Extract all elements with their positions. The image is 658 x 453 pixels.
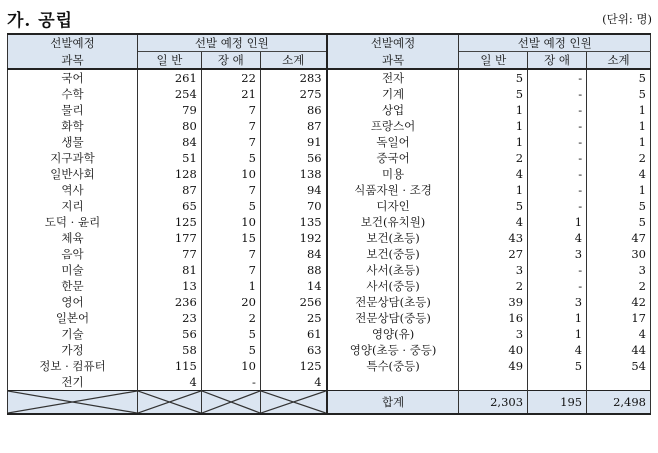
disabled-cell: 5 <box>528 358 587 374</box>
disabled-cell: 20 <box>201 294 260 310</box>
subject-cell: 가정 <box>8 342 138 358</box>
subtotal-cell: 1 <box>587 134 651 150</box>
subject-cell: 도덕 · 윤리 <box>8 214 138 230</box>
general-cell: 81 <box>138 262 202 278</box>
disabled-cell: - <box>528 102 587 118</box>
general-cell: 49 <box>459 358 528 374</box>
disabled-cell: 7 <box>201 134 260 150</box>
subject-cell: 체육 <box>8 230 138 246</box>
total-label: 합계 <box>327 391 459 415</box>
disabled-cell: - <box>201 374 260 391</box>
col-general-left: 일 반 <box>138 52 202 70</box>
subtotal-cell: 14 <box>260 278 326 294</box>
general-cell: 77 <box>138 246 202 262</box>
general-cell: 65 <box>138 198 202 214</box>
subject-cell: 한문 <box>8 278 138 294</box>
general-cell: 51 <box>138 150 202 166</box>
unit-label: (단위: 명) <box>602 12 652 26</box>
general-cell: 5 <box>459 86 528 102</box>
general-cell: 1 <box>459 102 528 118</box>
subject-cell: 전기 <box>8 374 138 391</box>
subtotal-cell: 30 <box>587 246 651 262</box>
disabled-cell: 5 <box>201 342 260 358</box>
table-row <box>8 342 651 358</box>
subject-cell <box>327 374 459 391</box>
general-cell: 4 <box>459 214 528 230</box>
col-group-left: 선발 예정 인원 <box>138 34 327 52</box>
disabled-cell: 10 <box>201 166 260 182</box>
disabled-cell: 5 <box>201 326 260 342</box>
subject-cell: 지구과학 <box>8 150 138 166</box>
col-group-right: 선발 예정 인원 <box>459 34 651 52</box>
subtotal-cell: 1 <box>587 182 651 198</box>
col-subtotal-right: 소계 <box>587 52 651 70</box>
table-row <box>8 326 651 342</box>
general-cell: 3 <box>459 262 528 278</box>
general-cell: 39 <box>459 294 528 310</box>
disabled-cell: - <box>528 118 587 134</box>
table-row <box>8 166 651 182</box>
general-cell: 4 <box>459 166 528 182</box>
subtotal-cell: 138 <box>260 166 326 182</box>
table-row <box>8 118 651 134</box>
general-cell: 5 <box>459 69 528 86</box>
hatched-cell <box>138 391 202 415</box>
subject-cell: 전문상담(초등) <box>327 294 459 310</box>
general-cell: 2 <box>459 278 528 294</box>
hatched-cell <box>201 391 260 415</box>
section-title: 가. 공립 <box>7 11 74 31</box>
subtotal-cell: 3 <box>587 262 651 278</box>
subject-cell: 보건(초등) <box>327 230 459 246</box>
general-cell: 1 <box>459 118 528 134</box>
subject-cell: 사서(초등) <box>327 262 459 278</box>
general-cell: 128 <box>138 166 202 182</box>
cross-hatch-icon <box>8 391 137 413</box>
general-cell <box>459 374 528 391</box>
table-row <box>8 310 651 326</box>
general-cell: 1 <box>459 182 528 198</box>
subject-cell: 음악 <box>8 246 138 262</box>
general-cell: 79 <box>138 102 202 118</box>
hatched-cell <box>260 391 326 415</box>
disabled-cell: - <box>528 262 587 278</box>
general-cell: 4 <box>138 374 202 391</box>
table-row <box>8 134 651 150</box>
disabled-cell: 10 <box>201 358 260 374</box>
table-row <box>8 182 651 198</box>
subject-cell: 상업 <box>327 102 459 118</box>
subject-cell: 특수(중등) <box>327 358 459 374</box>
subtotal-cell: 61 <box>260 326 326 342</box>
subject-cell: 보건(중등) <box>327 246 459 262</box>
subtotal-cell: 275 <box>260 86 326 102</box>
subtotal-cell: 86 <box>260 102 326 118</box>
subtotal-cell: 256 <box>260 294 326 310</box>
general-cell: 87 <box>138 182 202 198</box>
disabled-cell: 3 <box>528 246 587 262</box>
general-cell: 236 <box>138 294 202 310</box>
subject-cell: 전문상담(중등) <box>327 310 459 326</box>
table-row <box>8 214 651 230</box>
table-row <box>8 150 651 166</box>
table-row <box>8 86 651 102</box>
disabled-cell: 10 <box>201 214 260 230</box>
subtotal-cell: 56 <box>260 150 326 166</box>
table-row <box>8 102 651 118</box>
subtotal-cell: 63 <box>260 342 326 358</box>
general-cell: 27 <box>459 246 528 262</box>
general-cell: 5 <box>459 198 528 214</box>
disabled-cell: - <box>528 278 587 294</box>
col-subject-bottom-right: 과목 <box>327 52 459 70</box>
table-row <box>8 358 651 374</box>
general-cell: 84 <box>138 134 202 150</box>
general-cell: 177 <box>138 230 202 246</box>
disabled-cell: 7 <box>201 118 260 134</box>
subject-cell: 사서(중등) <box>327 278 459 294</box>
subject-cell: 독일어 <box>327 134 459 150</box>
subtotal-cell: 84 <box>260 246 326 262</box>
subject-cell: 프랑스어 <box>327 118 459 134</box>
total-subtotal: 2,498 <box>587 391 651 415</box>
subject-cell: 수학 <box>8 86 138 102</box>
subject-cell: 생물 <box>8 134 138 150</box>
disabled-cell: 1 <box>528 214 587 230</box>
disabled-cell: - <box>528 150 587 166</box>
disabled-cell: 7 <box>201 262 260 278</box>
subject-cell: 지리 <box>8 198 138 214</box>
disabled-cell: 5 <box>201 198 260 214</box>
subtotal-cell: 25 <box>260 310 326 326</box>
col-subject-top-left: 선발예정 <box>8 34 138 52</box>
subtotal-cell: 1 <box>587 102 651 118</box>
subtotal-cell: 87 <box>260 118 326 134</box>
disabled-cell: 4 <box>528 342 587 358</box>
total-general: 2,303 <box>459 391 528 415</box>
subject-cell: 화학 <box>8 118 138 134</box>
col-general-right: 일 반 <box>459 52 528 70</box>
general-cell: 58 <box>138 342 202 358</box>
disabled-cell: - <box>528 86 587 102</box>
subject-cell: 정보 · 컴퓨터 <box>8 358 138 374</box>
cross-hatch-icon <box>202 391 260 413</box>
subject-cell: 디자인 <box>327 198 459 214</box>
subtotal-cell: 283 <box>260 69 326 86</box>
disabled-cell <box>528 374 587 391</box>
cross-hatch-icon <box>261 391 326 413</box>
general-cell: 80 <box>138 118 202 134</box>
cross-hatch-icon <box>138 391 201 413</box>
general-cell: 43 <box>459 230 528 246</box>
disabled-cell: - <box>528 198 587 214</box>
disabled-cell: - <box>528 182 587 198</box>
subtotal-cell: 135 <box>260 214 326 230</box>
subtotal-cell: 4 <box>260 374 326 391</box>
subject-cell: 미술 <box>8 262 138 278</box>
general-cell: 254 <box>138 86 202 102</box>
subject-cell: 기술 <box>8 326 138 342</box>
subject-cell: 전자 <box>327 69 459 86</box>
general-cell: 40 <box>459 342 528 358</box>
subject-cell: 중국어 <box>327 150 459 166</box>
subtotal-cell: 47 <box>587 230 651 246</box>
subject-cell: 영어 <box>8 294 138 310</box>
subject-cell: 영양(유) <box>327 326 459 342</box>
subtotal-cell: 44 <box>587 342 651 358</box>
disabled-cell: 3 <box>528 294 587 310</box>
table-row <box>8 374 651 391</box>
general-cell: 23 <box>138 310 202 326</box>
subject-cell: 보건(유치원) <box>327 214 459 230</box>
subtotal-cell: 2 <box>587 150 651 166</box>
general-cell: 13 <box>138 278 202 294</box>
subtotal-cell: 54 <box>587 358 651 374</box>
disabled-cell: 2 <box>201 310 260 326</box>
subject-cell: 물리 <box>8 102 138 118</box>
general-cell: 3 <box>459 326 528 342</box>
disabled-cell: 1 <box>528 326 587 342</box>
col-disabled-left: 장 애 <box>201 52 260 70</box>
subtotal-cell: 125 <box>260 358 326 374</box>
subject-cell: 국어 <box>8 69 138 86</box>
subtotal-cell <box>587 374 651 391</box>
general-cell: 261 <box>138 69 202 86</box>
subject-cell: 식품자원 · 조경 <box>327 182 459 198</box>
general-cell: 1 <box>459 134 528 150</box>
disabled-cell: 15 <box>201 230 260 246</box>
table-row <box>8 278 651 294</box>
table-row <box>8 69 651 86</box>
subtotal-cell: 2 <box>587 278 651 294</box>
subtotal-cell: 192 <box>260 230 326 246</box>
disabled-cell: - <box>528 69 587 86</box>
total-disabled: 195 <box>528 391 587 415</box>
table-row <box>8 246 651 262</box>
subject-cell: 기계 <box>327 86 459 102</box>
subject-cell: 영양(초등 · 중등) <box>327 342 459 358</box>
disabled-cell: - <box>528 134 587 150</box>
subtotal-cell: 5 <box>587 214 651 230</box>
disabled-cell: 4 <box>528 230 587 246</box>
disabled-cell: - <box>528 166 587 182</box>
general-cell: 2 <box>459 150 528 166</box>
subtotal-cell: 17 <box>587 310 651 326</box>
subject-cell: 미용 <box>327 166 459 182</box>
subject-cell: 역사 <box>8 182 138 198</box>
subtotal-cell: 91 <box>260 134 326 150</box>
subtotal-cell: 42 <box>587 294 651 310</box>
col-subject-bottom-left: 과목 <box>8 52 138 70</box>
subject-cell: 일반사회 <box>8 166 138 182</box>
table-row <box>8 230 651 246</box>
table-row <box>8 198 651 214</box>
col-subject-top-right: 선발예정 <box>327 34 459 52</box>
table-body <box>8 69 651 414</box>
disabled-cell: 21 <box>201 86 260 102</box>
hatched-cell <box>8 391 138 415</box>
subtotal-cell: 88 <box>260 262 326 278</box>
disabled-cell: 7 <box>201 102 260 118</box>
subtotal-cell: 5 <box>587 69 651 86</box>
col-disabled-right: 장 애 <box>528 52 587 70</box>
subtotal-cell: 5 <box>587 86 651 102</box>
recruitment-table <box>7 33 651 415</box>
disabled-cell: 1 <box>528 310 587 326</box>
general-cell: 125 <box>138 214 202 230</box>
table-row <box>8 262 651 278</box>
disabled-cell: 5 <box>201 150 260 166</box>
subtotal-cell: 70 <box>260 198 326 214</box>
col-subtotal-left: 소계 <box>260 52 326 70</box>
subtotal-cell: 94 <box>260 182 326 198</box>
disabled-cell: 1 <box>201 278 260 294</box>
disabled-cell: 7 <box>201 246 260 262</box>
subtotal-cell: 1 <box>587 118 651 134</box>
subtotal-cell: 5 <box>587 198 651 214</box>
general-cell: 56 <box>138 326 202 342</box>
disabled-cell: 7 <box>201 182 260 198</box>
total-row <box>8 391 651 415</box>
general-cell: 115 <box>138 358 202 374</box>
subtotal-cell: 4 <box>587 326 651 342</box>
table-row <box>8 294 651 310</box>
subtotal-cell: 4 <box>587 166 651 182</box>
subject-cell: 일본어 <box>8 310 138 326</box>
disabled-cell: 22 <box>201 69 260 86</box>
general-cell: 16 <box>459 310 528 326</box>
